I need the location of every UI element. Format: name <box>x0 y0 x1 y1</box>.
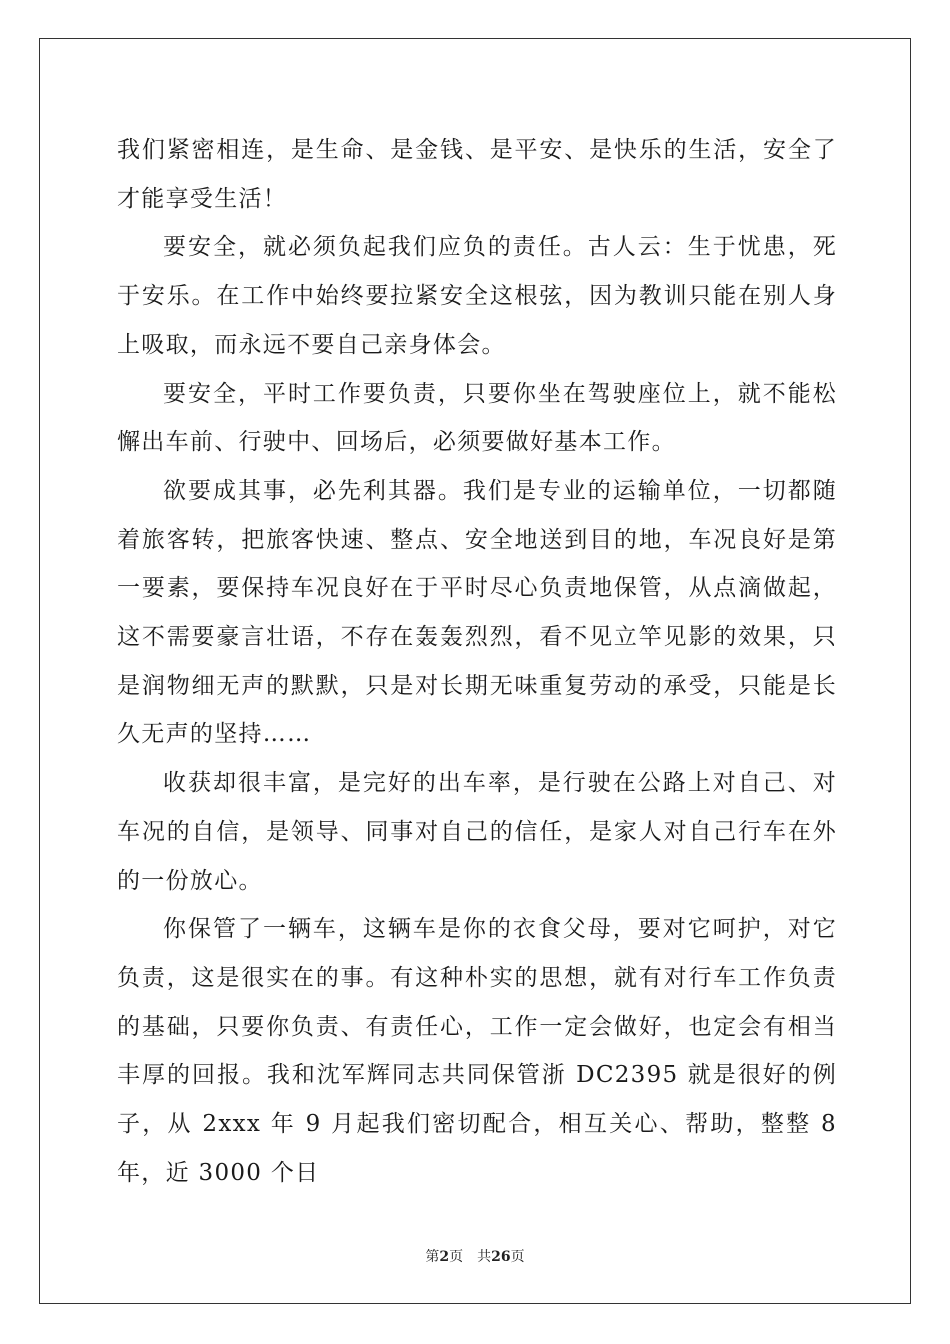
total-prefix: 共 <box>477 1249 492 1265</box>
total-suffix: 页 <box>510 1249 525 1265</box>
total-page-number: 26 <box>491 1249 511 1265</box>
page-footer <box>0 1246 950 1266</box>
current-page-number: 2 <box>439 1249 450 1265</box>
page-suffix: 页 <box>449 1249 464 1265</box>
paragraph-2: 要安全，就必须负起我们应负的责任。古人云：生于忧患，死于安乐。在工作中始终要拉紧安全这根弦，因为教训只能在别人身上吸取，而永远不要自己亲身体会。 <box>117 234 837 358</box>
paragraph-3: 要安全，平时工作要负责，只要你坐在驾驶座位上，就不能松懈出车前、行驶中、回场后，必须要做好基本工作。 <box>117 380 837 456</box>
document-body <box>117 126 837 1197</box>
paragraph-1: 我们紧密相连，是生命、是金钱、是平安、是快乐的生活，安全了才能享受生活！ <box>117 137 837 212</box>
paragraph-5: 收获却很丰富，是完好的出车率，是行驶在公路上对自己、对车况的自信，是领导、同事对自己的信任，是家人对自己行车在外的一份放心。 <box>117 770 837 894</box>
paragraph-4: 欲要成其事，必先利其器。我们是专业的运输单位，一切都随着旅客转，把旅客快速、整点、安全地送到目的地，车况良好是第一要素，要保持车况良好在于平时尽心负责地保管，从点滴做起，这不需要豪言壮语，不存在轰轰烈烈，看不见立竿见影的效果，只是润物细无声的默默，只是对长期无味重复劳动的承受，只能是长久无声的坚持…… <box>117 477 837 748</box>
page-prefix: 第 <box>425 1249 440 1265</box>
paragraph-6: 你保管了一辆车，这辆车是你的衣食父母，要对它呵护，对它负责，这是很实在的事。有这种朴实的思想，就有对行车工作负责的基础，只要你负责、有责任心，工作一定会做好，也定会有相当丰厚的回报。我和沈军辉同志共同保管浙 DC2395 就是很好的例子，从 2xxx 年 9 月起我们密切配合，相互关心、帮助，整整 8 年，近 3000 个日 <box>117 916 837 1186</box>
